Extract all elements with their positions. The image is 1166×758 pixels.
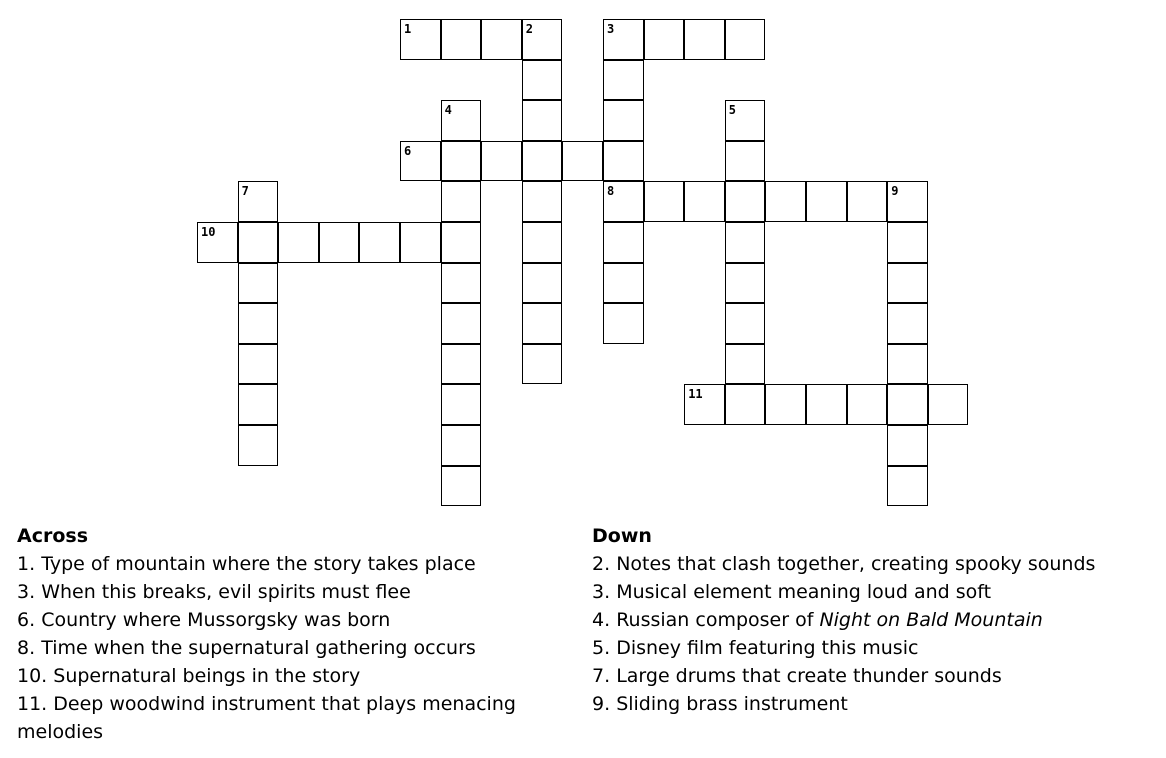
crossword-cell[interactable] (562, 141, 603, 182)
clue-number: 11 (688, 387, 703, 402)
clue-number: 8 (607, 184, 615, 199)
down-clue-9: 9. Sliding brass instrument (592, 693, 848, 715)
crossword-cell[interactable] (806, 181, 847, 222)
crossword-cell[interactable] (887, 344, 928, 385)
crossword-cell[interactable] (603, 263, 644, 304)
across-clue-3: 3. When this breaks, evil spirits must flee (17, 581, 411, 603)
crossword-cell[interactable] (725, 181, 766, 222)
crossword-cell[interactable] (522, 303, 563, 344)
crossword-cell[interactable] (197, 222, 238, 263)
crossword-cell[interactable] (400, 19, 441, 60)
crossword-cell[interactable] (603, 141, 644, 182)
crossword-cell[interactable] (644, 181, 685, 222)
clue-number: 5 (728, 103, 737, 118)
across-clues (17, 522, 547, 746)
crossword-cell[interactable] (481, 19, 522, 60)
crossword-cell[interactable] (887, 181, 928, 222)
crossword-cell[interactable] (400, 222, 441, 263)
crossword-cell[interactable] (441, 344, 482, 385)
across-heading: Across (17, 525, 89, 547)
crossword-cell[interactable] (441, 425, 482, 466)
crossword-cell[interactable] (522, 181, 563, 222)
crossword-cell[interactable] (644, 19, 685, 60)
crossword-cell[interactable] (238, 384, 279, 425)
clue-number: 9 (891, 184, 899, 199)
crossword-cell[interactable] (765, 181, 806, 222)
across-clue-6: 6. Country where Mussorgsky was born (17, 609, 391, 631)
crossword-cell[interactable] (238, 303, 279, 344)
clue-number: 6 (404, 143, 412, 158)
down-clue-7: 7. Large drums that create thunder sounds (592, 665, 1002, 687)
crossword-cell[interactable] (887, 303, 928, 344)
clue-number: 2 (525, 22, 534, 36)
crossword-cell[interactable] (603, 60, 644, 101)
crossword-cell[interactable] (806, 384, 847, 425)
across-clue-1: 1. Type of mountain where the story takes place (17, 553, 476, 575)
crossword-cell[interactable] (684, 181, 725, 222)
crossword-cell[interactable] (238, 181, 279, 222)
clue-number: 1 (404, 22, 412, 36)
crossword-cell[interactable] (725, 263, 766, 304)
crossword-cell[interactable] (481, 141, 522, 182)
down-clue-4-title: Night on Bald Mountain (819, 609, 1043, 631)
down-clue-3: 3. Musical element meaning loud and soft (592, 581, 992, 603)
crossword-cell[interactable] (684, 384, 725, 425)
crossword-cell[interactable] (522, 60, 563, 101)
crossword-cell[interactable] (725, 19, 766, 60)
crossword-cell[interactable] (319, 222, 360, 263)
crossword-cell[interactable] (522, 141, 563, 182)
crossword-cell[interactable] (887, 222, 928, 263)
crossword-cell[interactable] (522, 222, 563, 263)
crossword-cell[interactable] (441, 141, 482, 182)
crossword-cell[interactable] (441, 222, 482, 263)
crossword-cell[interactable] (765, 384, 806, 425)
crossword-cell[interactable] (725, 303, 766, 344)
down-clue-4: 4. Russian composer of Night on Bald Mountain (592, 609, 1043, 631)
crossword-cell[interactable] (725, 384, 766, 425)
crossword-cell[interactable] (847, 384, 888, 425)
crossword-cell[interactable] (603, 303, 644, 344)
across-clue-8: 8. Time when the supernatural gathering occurs (17, 637, 476, 659)
crossword-cell[interactable] (603, 100, 644, 141)
down-clue-5: 5. Disney film featuring this music (592, 637, 919, 659)
crossword-cell[interactable] (887, 466, 928, 507)
crossword-cell[interactable] (603, 19, 644, 60)
clue-number: 4 (444, 103, 452, 118)
crossword-cell[interactable] (725, 344, 766, 385)
crossword-cell[interactable] (522, 263, 563, 304)
crossword-cell[interactable] (441, 181, 482, 222)
crossword-cell[interactable] (359, 222, 400, 263)
crossword-cell[interactable] (441, 466, 482, 507)
crossword-cell[interactable] (522, 19, 563, 60)
crossword-cell[interactable] (441, 19, 482, 60)
crossword-cell[interactable] (441, 100, 482, 141)
crossword-cell[interactable] (238, 344, 279, 385)
clue-number: 3 (607, 22, 615, 36)
crossword-cell[interactable] (887, 263, 928, 304)
crossword-cell[interactable] (238, 425, 279, 466)
crossword-cell[interactable] (522, 344, 563, 385)
crossword-cell[interactable] (441, 384, 482, 425)
crossword-cell[interactable] (603, 222, 644, 263)
crossword-cell[interactable] (887, 425, 928, 466)
across-clue-11: 11. Deep woodwind instrument that plays menacing melodies (17, 693, 516, 743)
crossword-cell[interactable] (725, 100, 766, 141)
down-clue-2: 2. Notes that clash together, creating spooky sounds (592, 553, 1096, 575)
crossword-cell[interactable] (603, 181, 644, 222)
crossword-cell[interactable] (847, 181, 888, 222)
crossword-cell[interactable] (684, 19, 725, 60)
across-clue-10: 10. Supernatural beings in the story (17, 665, 361, 687)
crossword-cell[interactable] (725, 222, 766, 263)
crossword-cell[interactable] (238, 263, 279, 304)
clue-number: 7 (241, 184, 249, 199)
crossword-cell[interactable] (887, 384, 928, 425)
crossword-cell[interactable] (725, 141, 766, 182)
crossword-cell[interactable] (441, 303, 482, 344)
crossword-cell[interactable] (238, 222, 279, 263)
clue-number: 10 (201, 225, 216, 239)
crossword-cell[interactable] (400, 141, 441, 182)
crossword-cell[interactable] (522, 100, 563, 141)
down-clues (592, 522, 1162, 718)
crossword-cell[interactable] (928, 384, 969, 425)
crossword-cell[interactable] (441, 263, 482, 304)
crossword-cell[interactable] (278, 222, 319, 263)
down-heading: Down (592, 525, 652, 547)
